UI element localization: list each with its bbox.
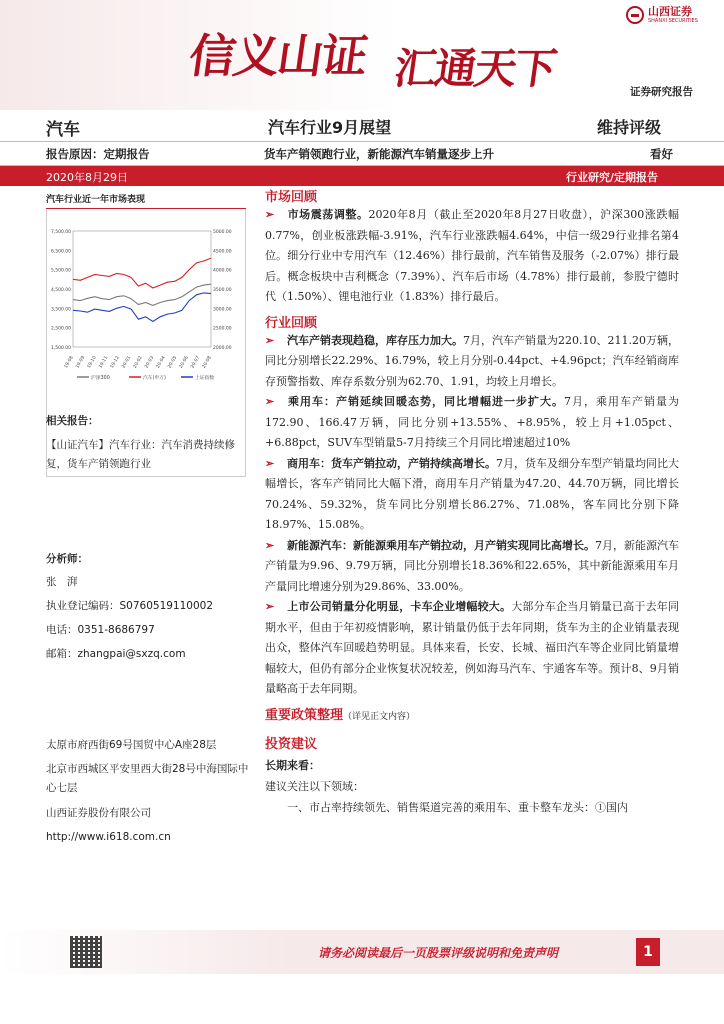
rating-label: 维持评级: [597, 118, 662, 137]
section-policy: [265, 704, 679, 723]
para-text: 7月，乘用车产销量为172.90、166.47万辆，同比分别+13.55%、+8.95%，较上月+1.05pct、+6.88pct，SUV车型销量5-7月持续三个月同比增速超过10%: [265, 395, 679, 449]
company-name: 山西证券股份有限公司: [46, 807, 151, 819]
para-text: 大部分车企当月销量已高于去年同期水平，但由于年初疫情影响，累计销量仍低于去年同期，货车为主的企业销量表现出众，整体汽车回暖趋势明显。具体来看，长安、长城、福田汽车等企业同比销量增幅较大，但仍有部分企业恢复状况较差，例如海马汽车、宇通客车等。预计8、9月销量略高于去年同期。: [265, 600, 680, 695]
x-tick-label: 20-01: [121, 355, 133, 370]
policy-note: （详见正文内容）: [343, 711, 416, 722]
address-taiyuan: 太原市府西街69号国贸中心A座28层: [46, 739, 217, 751]
logo-icon: [626, 6, 644, 24]
para-lead: 上市公司销量分化明显，卡车企业增幅较大。: [287, 600, 512, 613]
subtitle-row: [0, 142, 724, 166]
x-tick-label: 20-02: [132, 355, 144, 370]
report-date: 2020年8月29日: [46, 171, 128, 184]
left-tick-label: 5,500.00: [50, 268, 71, 274]
x-tick-label: 19-12: [109, 355, 121, 370]
section-market-review: 市场回顾: [265, 190, 318, 205]
x-tick-label: 20-06: [178, 355, 190, 370]
policy-title: 重要政策整理: [265, 707, 344, 723]
right-tick-label: 2500.00: [213, 326, 232, 332]
x-tick-label: 19-10: [86, 355, 98, 370]
logo-name: 山西证券: [648, 5, 692, 18]
arrow-icon: ➢: [265, 208, 275, 221]
arrow-icon: ➢: [265, 456, 275, 470]
series-line-1: [73, 258, 211, 288]
left-tick-label: 4,500.00: [50, 288, 71, 293]
chart-title: 汽车行业近一年市场表现: [46, 192, 246, 209]
company-website[interactable]: http://www.i618.com.cn: [46, 831, 171, 843]
related-report-link[interactable]: 【山证汽车】汽车行业：汽车消费持续修复，货车产销领跑行业: [46, 439, 235, 470]
arrow-icon: ➢: [265, 333, 275, 347]
para-lead: 市场震荡调整。: [287, 208, 369, 221]
paragraph-listed-companies: [265, 597, 679, 700]
x-tick-label: 19-11: [98, 355, 110, 370]
report-body: [265, 186, 679, 818]
page-number: 1: [636, 938, 660, 966]
legend-label: 上证指数: [195, 376, 215, 381]
x-tick-label: 19-09: [75, 355, 87, 370]
title-row: [0, 110, 724, 142]
right-tick-label: 5000.00: [213, 230, 232, 235]
related-reports-title: 相关报告：: [46, 415, 99, 427]
disclaimer-text: 请务必阅读最后一页股票评级说明和免责声明: [318, 946, 559, 960]
section-investment: 投资建议: [265, 736, 318, 752]
company-logo: [626, 6, 698, 24]
banner-slogan-1: 信义山证: [185, 29, 370, 83]
paragraph-market: [265, 205, 679, 308]
right-tick-label: 4500.00: [213, 249, 232, 255]
para-text: 7月，新能源汽车产销量为9.96、9.79万辆，同比分别增长18.36%和22.65%，其中新能源乘用车月产量同比增速分别为29.86%、33.00%。: [265, 538, 679, 593]
para-lead: 商用车：货车产销拉动，产销持续高增长。: [287, 456, 496, 470]
report-reason: 报告原因：定期报告: [46, 147, 150, 161]
paragraph-passenger: [265, 392, 679, 454]
right-tick-label: 3000.00: [213, 307, 232, 313]
right-tick-label: 3500.00: [213, 288, 232, 293]
paragraph-auto-sales: [265, 331, 679, 393]
qr-code-icon: [70, 936, 102, 968]
investment-line-1: 建议关注以下领域：: [265, 779, 364, 793]
series-line-0: [73, 284, 211, 305]
right-tick-label: 4000.00: [213, 268, 232, 274]
left-tick-label: 7,500.00: [50, 230, 71, 235]
long-term-label: 长期来看：: [265, 758, 320, 772]
industry-label: 汽车: [46, 120, 80, 140]
left-tick-label: 2,500.00: [50, 326, 71, 332]
investment-line-2: 一、市占率持续领先、销售渠道完善的乘用车、重卡整车龙头：①国内: [287, 800, 628, 814]
banner-slogan-2: 汇通天下: [391, 44, 559, 93]
arrow-icon: ➢: [265, 395, 275, 408]
right-tick-label: 2000.00: [213, 346, 232, 351]
para-lead: 乘用车：产销延续回暖态势，同比增幅进一步扩大。: [287, 395, 564, 408]
x-tick-label: 20-03: [144, 355, 156, 370]
section-industry-review: 行业回顾: [265, 315, 318, 331]
analyst-email[interactable]: 邮箱：zhangpai@sxzq.com: [46, 648, 186, 660]
para-lead: 汽车产销表现趋稳，库存压力加大。: [287, 333, 464, 347]
market-chart-panel: [46, 192, 246, 477]
analyst-license: 执业登记编码：S0760519110002: [46, 600, 214, 612]
plot-frame: [73, 231, 211, 347]
date-bar: [0, 166, 724, 186]
arrow-icon: ➢: [265, 600, 275, 613]
x-tick-label: 20-07: [190, 355, 202, 370]
analyst-title: 分析师：: [46, 553, 88, 565]
logo-english: SHANXI SECURITIES: [648, 18, 698, 25]
paragraph-commercial: [265, 454, 679, 536]
paragraph-new-energy: [265, 536, 679, 598]
report-category: 行业研究/定期报告: [566, 171, 659, 184]
para-text: 7月，货车及细分车型产销量均同比大幅增长，客车产销同比大幅下滑，商用车月产销量为47.20、44.70万辆，同比增长70.24%、59.32%，货车同比分别增长86.27%、71.08%，客车同比分别下降18.97%、15.08%。: [265, 456, 679, 531]
x-tick-label: 20-04: [155, 355, 167, 370]
x-tick-label: 20-08: [201, 355, 213, 370]
left-tick-label: 6,500.00: [50, 249, 71, 255]
rating-value: 看好: [650, 147, 673, 161]
left-tick-label: 3,500.00: [50, 307, 71, 313]
x-tick-label: 20-05: [167, 355, 179, 370]
legend-label: 沪深300: [91, 376, 110, 381]
analyst-phone: 电话：0351-8686797: [46, 624, 155, 636]
report-title: 汽车行业9月展望: [268, 118, 392, 137]
para-text: 7月，汽车产销量为220.10、211.20万辆，同比分别增长22.29%、16.79%，较上月分别-0.44pct、+4.96pct；汽车经销商库存预警指数、库存系数分别为62.70、1.91，均较上月增长。: [265, 333, 679, 388]
analyst-name: 张 湃: [46, 576, 78, 588]
x-tick-label: 19-08: [63, 355, 75, 370]
address-beijing: 北京市西城区平安里西大街28号中海国际中心七层: [46, 763, 249, 794]
report-type: 证券研究报告: [630, 86, 693, 98]
para-text: 2020年8月（截止至2020年8月27日收盘），沪深300涨跌幅0.77%，创业板涨跌幅-3.91%，汽车行业涨跌幅4.64%，中信一级29行业排名第4位。细分行业中专用汽车（12.46%）排行最前，汽车销售及服务（-2.07%）排行最后。概念板块中吉利概念（7.39%）、汽车后市场（4.78%）排行最前，参股宁德时代（1.50%）、锂电池行业（1.83%）排行最后。: [265, 208, 680, 303]
report-subtitle: 货车产销领跑行业，新能源汽车销量逐步上升: [264, 147, 494, 161]
para-lead: 新能源汽车：新能源乘用车产销拉动，月产销实现同比高增长。: [287, 538, 595, 552]
arrow-icon: ➢: [265, 538, 275, 552]
legend-label: 汽车(申万): [143, 376, 166, 381]
header-banner: [0, 0, 724, 110]
left-tick-label: 1,500.00: [50, 346, 71, 351]
